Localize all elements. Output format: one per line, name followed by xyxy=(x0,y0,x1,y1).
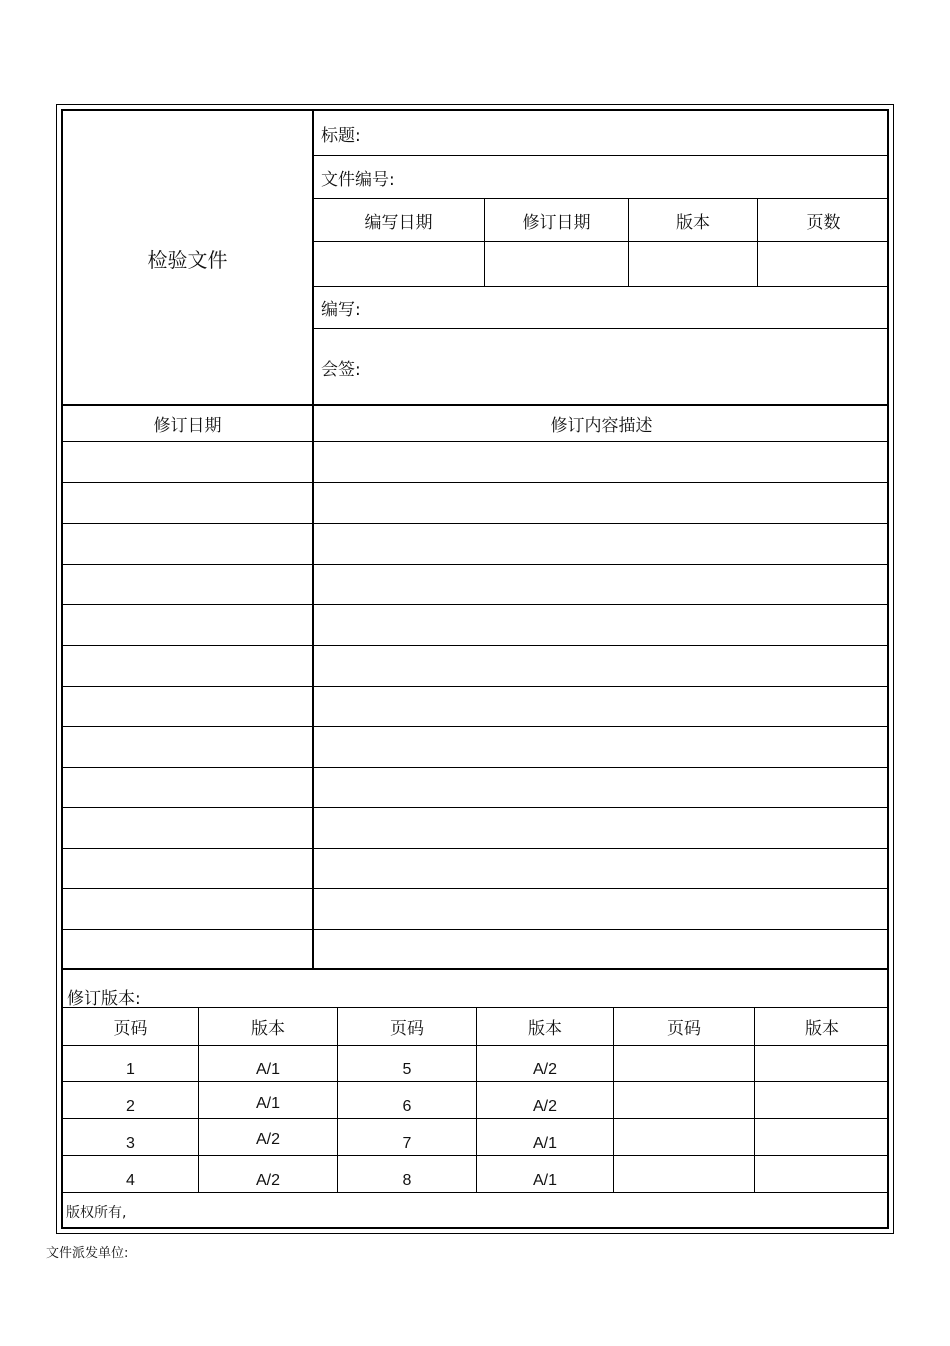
rule xyxy=(313,328,887,329)
version-table-header-page: 页码 xyxy=(390,1019,424,1039)
version-table-cell: A/2 xyxy=(255,1131,280,1148)
version-table-cell: A/2 xyxy=(532,1098,557,1115)
version-table-header-page: 页码 xyxy=(113,1019,148,1039)
info-header-version: 版本 xyxy=(676,212,710,233)
version-table-header-version: 版本 xyxy=(528,1019,562,1039)
revision-log-row[interactable] xyxy=(63,483,889,523)
copyright-text: 版权所有, xyxy=(66,1204,127,1221)
revision-versions-label: 修订版本: xyxy=(67,988,141,1009)
rule xyxy=(313,286,887,287)
rule xyxy=(63,1192,887,1193)
version-table-cell: 1 xyxy=(126,1061,135,1078)
rule xyxy=(63,1045,887,1046)
rule xyxy=(757,199,758,286)
compile-date-value[interactable] xyxy=(313,242,484,286)
revision-log-row[interactable] xyxy=(63,442,889,482)
version-table-cell: 8 xyxy=(402,1172,412,1189)
rule xyxy=(484,199,485,286)
version-table-cell: A/1 xyxy=(532,1135,557,1152)
distribution-label: 文件派发单位: xyxy=(46,1245,129,1261)
version-table-cell: A/1 xyxy=(532,1172,557,1189)
revision-log-row[interactable] xyxy=(63,605,889,645)
section-divider xyxy=(63,968,887,970)
info-header-pages: 页数 xyxy=(806,212,841,233)
revision-log-row[interactable] xyxy=(63,808,889,848)
document-outer-frame xyxy=(56,104,894,1234)
revision-log-row[interactable] xyxy=(63,768,889,808)
version-table-cell: 2 xyxy=(126,1098,135,1115)
revision-log-row[interactable] xyxy=(63,565,889,605)
rule xyxy=(63,1155,887,1156)
title-label: 标题: xyxy=(321,125,361,146)
revision-log-row[interactable] xyxy=(63,646,889,686)
version-table-cell: 6 xyxy=(402,1098,412,1115)
rule xyxy=(63,1081,887,1082)
revision-date-value[interactable] xyxy=(485,242,628,286)
version-table-cell: 3 xyxy=(126,1135,135,1152)
version-table-header-version: 版本 xyxy=(251,1019,285,1039)
revision-log-row[interactable] xyxy=(63,930,889,969)
version-table-cell: A/2 xyxy=(532,1061,557,1078)
rule xyxy=(63,1118,887,1119)
revision-log-row[interactable] xyxy=(63,727,889,767)
revision-log-row[interactable] xyxy=(63,524,889,564)
document-number-label: 文件编号: xyxy=(321,169,395,190)
revision-log-row[interactable] xyxy=(63,687,889,727)
version-table-cell: A/1 xyxy=(255,1095,280,1112)
revision-log-header-description: 修订内容描述 xyxy=(550,416,653,436)
version-table-cell: A/2 xyxy=(255,1172,280,1189)
rule xyxy=(313,155,887,156)
version-table-cell: 7 xyxy=(402,1135,412,1152)
info-header-revision-date: 修订日期 xyxy=(522,212,591,233)
revision-log-row[interactable] xyxy=(63,889,889,929)
version-table-header-version: 版本 xyxy=(805,1019,839,1039)
author-label: 编写: xyxy=(321,300,361,320)
pages-value[interactable] xyxy=(758,242,889,286)
version-table-cell: A/1 xyxy=(255,1061,280,1078)
info-header-compile-date: 编写日期 xyxy=(364,212,433,233)
document-form xyxy=(61,109,889,1229)
version-table-header-page: 页码 xyxy=(667,1019,701,1039)
version-table-cell: 4 xyxy=(126,1172,135,1189)
revision-log-row[interactable] xyxy=(63,849,889,889)
rule xyxy=(628,199,629,286)
version-table-cell: 5 xyxy=(402,1061,412,1078)
countersign-label: 会签: xyxy=(321,360,361,380)
document-type-title: 检验文件 xyxy=(147,248,228,272)
version-value[interactable] xyxy=(629,242,757,286)
revision-log-header-date: 修订日期 xyxy=(153,416,222,436)
